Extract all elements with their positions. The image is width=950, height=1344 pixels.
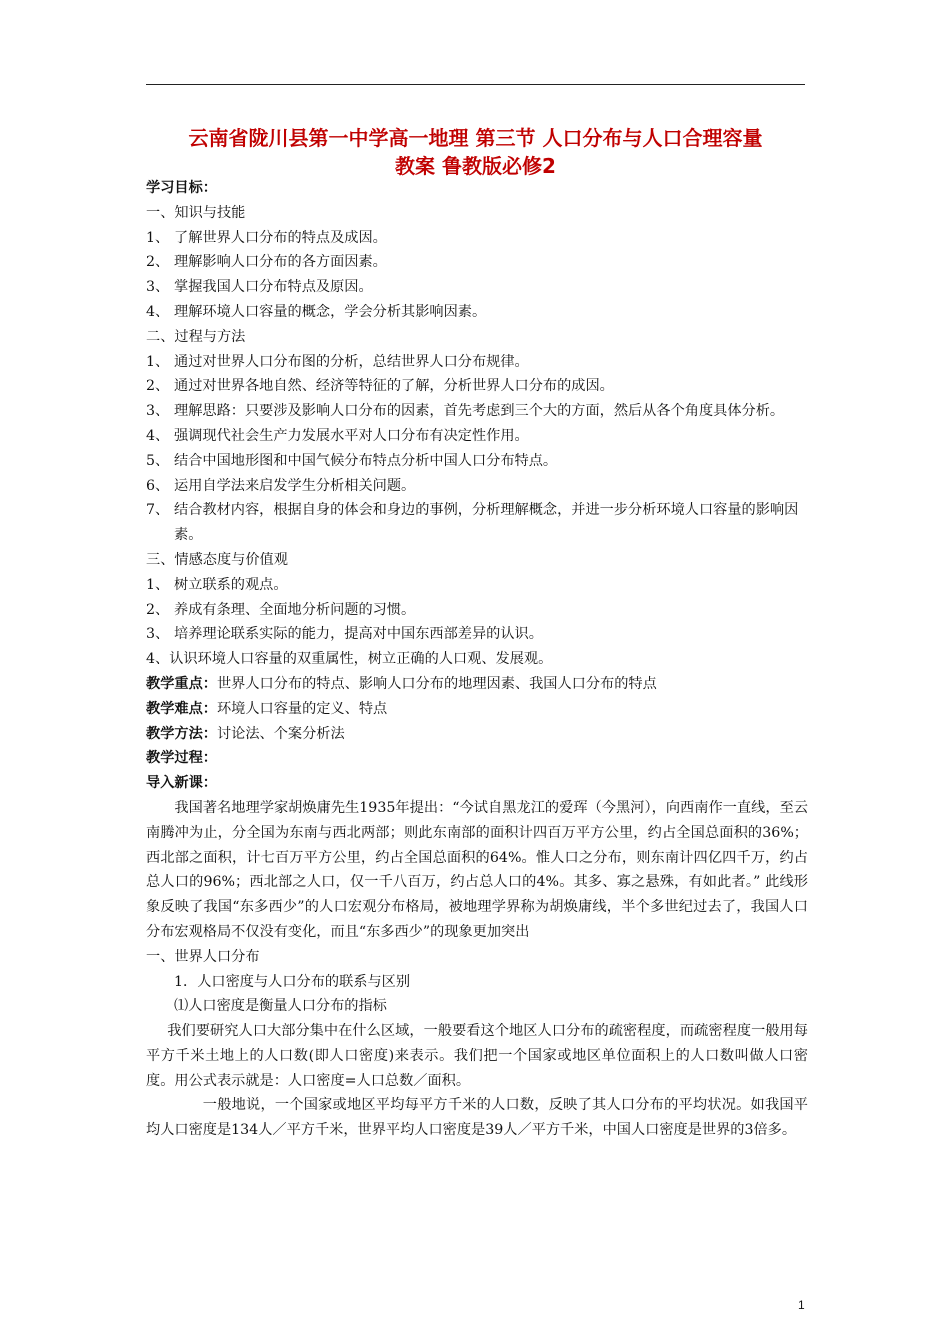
list-item: 7、 结合教材内容，根据自身的体会和身边的事例，分析理解概念，并进一步分析环境人口容量的影响因素。 [146, 502, 799, 544]
part-1-subheading: 1．人口密度与人口分布的联系与区别 [174, 973, 411, 990]
intro-heading: 导入新课： [146, 775, 217, 792]
document-title [146, 124, 805, 180]
density-paragraph: 我们要研究人口大部分集中在什么区域，一般要看这个地区人口分布的疏密程度，而疏密程度一般用每平方千米土地上的人口数(即人口密度)来表示。我们把一个国家或地区单位面积上的人口数叫做人口密度。用公式表示就是：人口密度=人口总数／面积。 [146, 1023, 808, 1089]
section-3-list [146, 573, 808, 672]
list-item: 3、 理解思路：只要涉及影响人口分布的因素，首先考虑到三个大的方面，然后从各个角度具体分析。 [146, 403, 785, 420]
diff-label: 教学难点： [146, 700, 217, 717]
diff-text: 环境人口容量的定义、特点 [216, 700, 388, 717]
key-text: 世界人口分布的特点、影响人口分布的地理因素、我国人口分布的特点 [216, 675, 657, 692]
list-item: 4、 强调现代社会生产力发展水平对人口分布有决定性作用。 [146, 427, 529, 444]
section-3-heading: 三、情感态度与价值观 [146, 551, 288, 568]
list-item: 2、 养成有条理、全面地分析问题的习惯。 [146, 601, 416, 618]
title-line-1: 云南省陇川县第一中学高一地理 第三节 人口分布与人口合理容量 [188, 126, 763, 150]
section-1-list [146, 226, 808, 325]
list-item: 1、 通过对世界人口分布图的分析，总结世界人口分布规律。 [146, 353, 529, 370]
list-item: 5、 结合中国地形图和中国气候分布特点分析中国人口分布特点。 [146, 452, 558, 469]
list-item: 1、 了解世界人口分布的特点及成因。 [146, 229, 387, 246]
list-item: 4、 理解环境人口容量的概念，学会分析其影响因素。 [146, 303, 487, 320]
page-number: 1 [798, 1298, 805, 1312]
average-paragraph: 一般地说，一个国家或地区平均每平方千米的人口数，反映了其人口分布的平均状况。如我国平均人口密度是134人／平方千米，世界平均人口密度是39人／平方千米，中国人口密度是世界的3倍多。 [146, 1097, 808, 1139]
section-1-heading: 一、知识与技能 [146, 204, 246, 221]
process-heading: 教学过程： [146, 750, 217, 767]
list-item: 3、 培养理论联系实际的能力，提高对中国东西部差异的认识。 [146, 626, 543, 643]
list-item: 2、 理解影响人口分布的各方面因素。 [146, 254, 387, 271]
list-item: 2、 通过对世界各地自然、经济等特征的了解，分析世界人口分布的成因。 [146, 378, 614, 395]
method-label: 教学方法： [146, 725, 217, 742]
section-2-list [146, 350, 808, 548]
list-item: 3、 掌握我国人口分布特点及原因。 [146, 279, 373, 296]
document-body [146, 176, 808, 1143]
key-label: 教学重点： [146, 675, 217, 692]
title-line-2: 教案 鲁教版必修2 [395, 154, 556, 178]
goals-heading: 学习目标： [146, 180, 217, 196]
list-item: 1、 树立联系的观点。 [146, 576, 288, 593]
teaching-methods [146, 722, 808, 747]
part-1-subsubheading: ⑴人口密度是衡量人口分布的指标 [174, 998, 387, 1015]
list-item: 6、 运用自学法来启发学生分析相关问题。 [146, 477, 416, 494]
intro-paragraph: 我国著名地理学家胡焕庸先生1935年提出：“今试自黑龙江的爱珲（今黑河），向西南作一直线，至云南腾冲为止，分全国为东南与西北两部；则此东南部的面积计四百万平方公里，约占全国总面积的36%；西北部之面积，计七百万平方公里，约占全国总面积的64%。惟人口之分布，则东南计四亿四千万，约占总人口的96%；西北部之人口，仅一千八百万，约占总人口的4%。其多、寡之悬殊，有如此者。” 此线形象反映了我国“东多西少”的人口宏观分布格局，被地理学界称为胡焕庸线，半个多世纪过去了，我国人口分布宏观格局不仅没有变化，而且“东多西少”的现象更加突出 [146, 799, 808, 940]
section-2-heading: 二、过程与方法 [146, 328, 246, 345]
part-1-heading: 一、世界人口分布 [146, 948, 260, 965]
method-text: 讨论法、个案分析法 [216, 725, 345, 742]
teaching-key-points [146, 672, 808, 697]
list-item: 4、认识环境人口容量的双重属性，树立正确的人口观、发展观。 [146, 651, 553, 668]
header-rule [146, 84, 805, 85]
teaching-difficulties [146, 697, 808, 722]
